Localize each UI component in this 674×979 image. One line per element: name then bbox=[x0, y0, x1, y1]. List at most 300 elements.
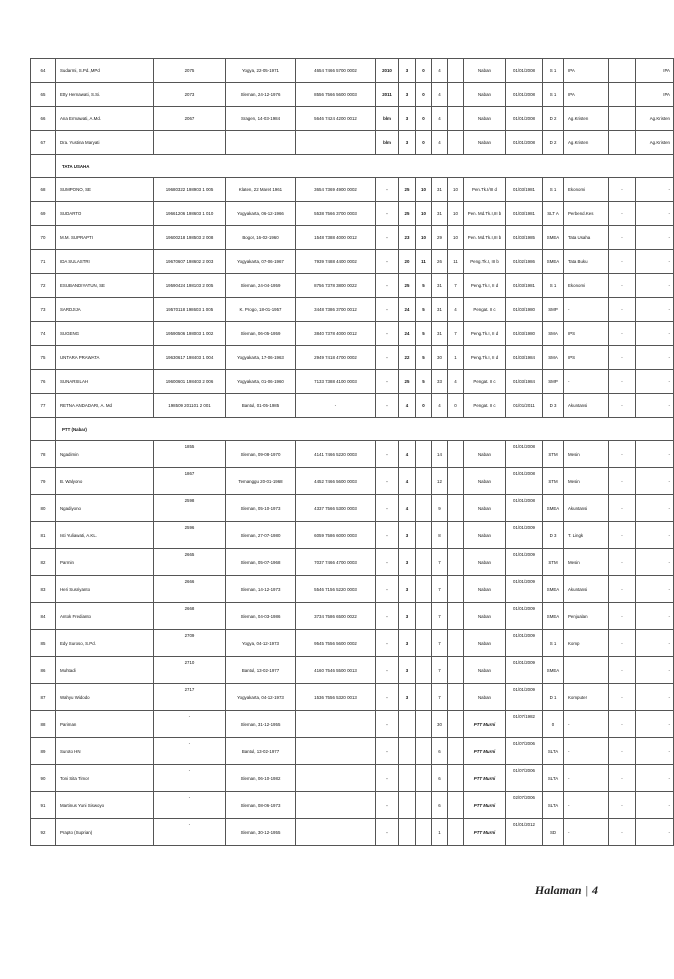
cell-tmt: 01/03/1984 bbox=[506, 346, 543, 370]
cell-d1: 3 bbox=[399, 522, 416, 549]
cell-nip: 6059 7586 6000 0003 bbox=[296, 522, 376, 549]
cell-nama: IDA SULASTRI bbox=[56, 250, 154, 274]
cell-d2: 0 bbox=[416, 83, 432, 107]
cell-nama: Ana Ermawati, A.Md. bbox=[56, 107, 154, 131]
cell-tmt: 01/01/2009 bbox=[506, 549, 543, 576]
cell-ttl: Yogyakarta, 06-12-1966 bbox=[226, 202, 296, 226]
cell-c3: 2598 bbox=[154, 495, 226, 522]
cell-stat: PTT Murni bbox=[464, 711, 506, 738]
cell-nip: 5646 7424 4200 0012 bbox=[296, 107, 376, 131]
cell-d1: 23 bbox=[399, 226, 416, 250]
section-title: TATA USAHA bbox=[56, 155, 674, 178]
cell-ket: - bbox=[636, 738, 674, 765]
cell-nip: 1536 7556 5320 0013 bbox=[296, 684, 376, 711]
cell-d1 bbox=[399, 765, 416, 792]
cell-nama: Isti Yuliawati, A.KL. bbox=[56, 522, 154, 549]
cell-mapel: - bbox=[609, 495, 636, 522]
cell-c3: - bbox=[154, 765, 226, 792]
cell-no: 76 bbox=[31, 370, 56, 394]
cell-ttl: Sleman, 06-10-1982 bbox=[226, 765, 296, 792]
cell-d3: 30 bbox=[432, 346, 448, 370]
cell-nama: SUNARSILAH bbox=[56, 370, 154, 394]
cell-tmt: 01/03/1980 bbox=[506, 298, 543, 322]
cell-mapel: - bbox=[609, 657, 636, 684]
table-row bbox=[31, 59, 674, 83]
cell-jur: Akuntansi bbox=[564, 495, 609, 522]
cell-d4 bbox=[448, 657, 464, 684]
cell-d1 bbox=[399, 819, 416, 846]
cell-pend: S 1 bbox=[543, 274, 564, 298]
cell-d2 bbox=[416, 792, 432, 819]
table-row bbox=[31, 83, 674, 107]
cell-ta: - bbox=[376, 250, 399, 274]
cell-tmt: 01/03/1981 bbox=[506, 274, 543, 298]
cell-d3: 31 bbox=[432, 202, 448, 226]
cell-d4 bbox=[448, 131, 464, 155]
cell-ket: - bbox=[636, 684, 674, 711]
cell-d2: 0 bbox=[416, 59, 432, 83]
cell-nama: Parmin bbox=[56, 549, 154, 576]
cell-nip: 3654 7369 4900 0002 bbox=[296, 178, 376, 202]
cell-d1: 20 bbox=[399, 250, 416, 274]
cell-jur: - bbox=[564, 711, 609, 738]
cell-no: 84 bbox=[31, 603, 56, 630]
page-footer bbox=[535, 883, 598, 898]
table-row bbox=[31, 226, 674, 250]
cell-tmt: 01/01/2012 bbox=[506, 819, 543, 846]
cell-ttl: K. Progo, 18-01-1957 bbox=[226, 298, 296, 322]
cell-nama: Antok Fredianto bbox=[56, 603, 154, 630]
cell-mapel: - bbox=[609, 226, 636, 250]
cell-c3: - bbox=[154, 792, 226, 819]
cell-d4 bbox=[448, 549, 464, 576]
cell-d2 bbox=[416, 576, 432, 603]
cell-no: 69 bbox=[31, 202, 56, 226]
cell-ttl bbox=[226, 131, 296, 155]
cell-d2 bbox=[416, 468, 432, 495]
cell-c3: - bbox=[154, 738, 226, 765]
cell-ttl: Yogya, 22-05-1971 bbox=[226, 59, 296, 83]
cell-jur: Mesin bbox=[564, 441, 609, 468]
cell-ket: - bbox=[636, 250, 674, 274]
cell-ttl: Sleman, 04-03-1986 bbox=[226, 603, 296, 630]
cell-c3: 2075 bbox=[154, 59, 226, 83]
cell-tmt: 01/07/1982 bbox=[506, 711, 543, 738]
cell-pend: SLTA bbox=[543, 792, 564, 819]
cell-d1: 25 bbox=[399, 274, 416, 298]
cell-tmt: 01/01/2009 bbox=[506, 603, 543, 630]
cell-stat: Pengat. II c bbox=[464, 394, 506, 418]
cell-pend: S 1 bbox=[543, 178, 564, 202]
cell-mapel: - bbox=[609, 346, 636, 370]
cell-tmt: 01/01/2008 bbox=[506, 83, 543, 107]
cell-stat: Peng.Tk.I, II d bbox=[464, 346, 506, 370]
table-row bbox=[31, 792, 674, 819]
cell-pend: STM bbox=[543, 441, 564, 468]
cell-ket: IPA bbox=[636, 83, 674, 107]
cell-tmt: 01/01/2008 bbox=[506, 468, 543, 495]
cell-jur bbox=[564, 657, 609, 684]
cell-pend: SMEA bbox=[543, 226, 564, 250]
cell-c3: 1855 bbox=[154, 441, 226, 468]
cell-ket: Ag.Kristen bbox=[636, 107, 674, 131]
cell-nama: Martinus Yuni Siswoyo bbox=[56, 792, 154, 819]
cell-d2: 0 bbox=[416, 131, 432, 155]
cell-d4: 1 bbox=[448, 346, 464, 370]
cell-d4 bbox=[448, 522, 464, 549]
cell-no: 73 bbox=[31, 298, 56, 322]
cell-c3: 2717 bbox=[154, 684, 226, 711]
cell-mapel: - bbox=[609, 274, 636, 298]
cell-d3: 6 bbox=[432, 765, 448, 792]
cell-ta: - bbox=[376, 298, 399, 322]
cell-ta: - bbox=[376, 322, 399, 346]
cell-d2 bbox=[416, 441, 432, 468]
cell-mapel: - bbox=[609, 549, 636, 576]
cell-d1: 3 bbox=[399, 576, 416, 603]
cell-d1 bbox=[399, 711, 416, 738]
cell-tmt: 01/07/2006 bbox=[506, 738, 543, 765]
section-header-blank bbox=[31, 155, 56, 178]
cell-mapel: - bbox=[609, 576, 636, 603]
cell-mapel: - bbox=[609, 792, 636, 819]
cell-nip: 3734 7586 6500 0022 bbox=[296, 603, 376, 630]
cell-tmt: 01/01/2009 bbox=[506, 684, 543, 711]
table-row bbox=[31, 250, 674, 274]
table-row bbox=[31, 549, 674, 576]
cell-jur: Mesin bbox=[564, 549, 609, 576]
cell-c3: 2067 bbox=[154, 107, 226, 131]
cell-mapel: - bbox=[609, 298, 636, 322]
cell-mapel: - bbox=[609, 202, 636, 226]
cell-ket: - bbox=[636, 711, 674, 738]
cell-pend: D 1 bbox=[543, 684, 564, 711]
cell-ta: - bbox=[376, 522, 399, 549]
cell-nama: B. Walyono bbox=[56, 468, 154, 495]
cell-d4 bbox=[448, 83, 464, 107]
cell-stat: Pen.Tk.I/III d bbox=[464, 178, 506, 202]
cell-mapel: - bbox=[609, 394, 636, 418]
cell-c3: 19661206 198603 1 010 bbox=[154, 202, 226, 226]
cell-ttl: Yogyakarta, 04-12-1973 bbox=[226, 684, 296, 711]
table-row bbox=[31, 346, 674, 370]
cell-jur: - bbox=[564, 765, 609, 792]
cell-d4: 11 bbox=[448, 250, 464, 274]
cell-jur: Akuntansi bbox=[564, 576, 609, 603]
cell-nip: 4337 7566 5300 0003 bbox=[296, 495, 376, 522]
cell-ket: - bbox=[636, 630, 674, 657]
cell-d3: 6 bbox=[432, 792, 448, 819]
cell-d1: 4 bbox=[399, 441, 416, 468]
cell-no: 83 bbox=[31, 576, 56, 603]
cell-nip bbox=[296, 792, 376, 819]
cell-c3: 19680322 198903 1 005 bbox=[154, 178, 226, 202]
table-row bbox=[31, 107, 674, 131]
cell-mapel: - bbox=[609, 522, 636, 549]
cell-d2 bbox=[416, 657, 432, 684]
cell-stat: Naban bbox=[464, 131, 506, 155]
cell-d3: 4 bbox=[432, 131, 448, 155]
cell-d4 bbox=[448, 819, 464, 846]
cell-ket: - bbox=[636, 394, 674, 418]
cell-d3: 7 bbox=[432, 576, 448, 603]
cell-c3: 19570118 198603 1 005 bbox=[154, 298, 226, 322]
cell-nip: - bbox=[296, 394, 376, 418]
cell-d4: 10 bbox=[448, 202, 464, 226]
cell-mapel: - bbox=[609, 370, 636, 394]
section-header-row bbox=[31, 418, 674, 441]
cell-d1: 22 bbox=[399, 346, 416, 370]
table-row bbox=[31, 684, 674, 711]
cell-ttl: Bantul, 01-05-1985 bbox=[226, 394, 296, 418]
cell-no: 85 bbox=[31, 630, 56, 657]
cell-no: 89 bbox=[31, 738, 56, 765]
cell-d4 bbox=[448, 603, 464, 630]
table-row bbox=[31, 322, 674, 346]
cell-ket: - bbox=[636, 819, 674, 846]
cell-ta: 2011 bbox=[376, 83, 399, 107]
cell-nama: SUDARTO bbox=[56, 202, 154, 226]
cell-pend: S 1 bbox=[543, 630, 564, 657]
cell-stat: Naban bbox=[464, 657, 506, 684]
cell-nama: Suroto HN bbox=[56, 738, 154, 765]
cell-mapel: - bbox=[609, 819, 636, 846]
cell-jur: Komp bbox=[564, 630, 609, 657]
cell-stat: Naban bbox=[464, 522, 506, 549]
cell-d1: 3 bbox=[399, 684, 416, 711]
cell-d2: 0 bbox=[416, 394, 432, 418]
cell-d3: 31 bbox=[432, 274, 448, 298]
cell-nip: 7133 7388 4100 0003 bbox=[296, 370, 376, 394]
cell-pend: 0 bbox=[543, 711, 564, 738]
cell-c3: 2709 bbox=[154, 630, 226, 657]
cell-d3: 7 bbox=[432, 603, 448, 630]
cell-mapel: - bbox=[609, 765, 636, 792]
cell-ttl: Sleman, 08-06-1973 bbox=[226, 792, 296, 819]
cell-d3: 6 bbox=[432, 738, 448, 765]
cell-mapel: - bbox=[609, 250, 636, 274]
cell-no: 92 bbox=[31, 819, 56, 846]
table-row bbox=[31, 202, 674, 226]
cell-stat: Naban bbox=[464, 59, 506, 83]
cell-c3: 19590506 198003 1 002 bbox=[154, 322, 226, 346]
cell-ket: - bbox=[636, 522, 674, 549]
cell-ta: - bbox=[376, 226, 399, 250]
cell-d1: 25 bbox=[399, 370, 416, 394]
cell-jur: Ag.Kristen bbox=[564, 131, 609, 155]
cell-ta: - bbox=[376, 657, 399, 684]
cell-tmt: 01/03/1980 bbox=[506, 322, 543, 346]
cell-pend: SMEA bbox=[543, 603, 564, 630]
cell-jur: - bbox=[564, 792, 609, 819]
cell-d3: 4 bbox=[432, 59, 448, 83]
cell-d4 bbox=[448, 684, 464, 711]
cell-nip bbox=[296, 738, 376, 765]
cell-jur: Penjualan bbox=[564, 603, 609, 630]
cell-no: 65 bbox=[31, 83, 56, 107]
table-row bbox=[31, 274, 674, 298]
cell-tmt: 01/03/1984 bbox=[506, 370, 543, 394]
cell-d4 bbox=[448, 792, 464, 819]
cell-nip: 4452 7466 5600 0003 bbox=[296, 468, 376, 495]
cell-stat: Naban bbox=[464, 441, 506, 468]
cell-d3: 31 bbox=[432, 322, 448, 346]
cell-ttl: Bantul, 13-02-1977 bbox=[226, 738, 296, 765]
cell-d3: 8 bbox=[432, 522, 448, 549]
cell-stat: Peng.Tk.I, III b bbox=[464, 250, 506, 274]
cell-ket: - bbox=[636, 765, 674, 792]
cell-nama: Heri Susriyanto bbox=[56, 576, 154, 603]
cell-nama: UNTARA PRAWATA bbox=[56, 346, 154, 370]
cell-ttl: Bogor, 16-02-1960 bbox=[226, 226, 296, 250]
cell-ta: - bbox=[376, 792, 399, 819]
cell-jur: Mesin bbox=[564, 468, 609, 495]
cell-no: 87 bbox=[31, 684, 56, 711]
cell-nip bbox=[296, 765, 376, 792]
cell-stat: Naban bbox=[464, 107, 506, 131]
cell-ket: - bbox=[636, 202, 674, 226]
cell-pend: D 2 bbox=[543, 131, 564, 155]
cell-jur: - bbox=[564, 370, 609, 394]
cell-d3: 31 bbox=[432, 298, 448, 322]
cell-ket: - bbox=[636, 495, 674, 522]
cell-d2: 0 bbox=[416, 107, 432, 131]
cell-d3: 7 bbox=[432, 630, 448, 657]
cell-d4: 0 bbox=[448, 394, 464, 418]
cell-d1: 4 bbox=[399, 468, 416, 495]
section-header-row bbox=[31, 155, 674, 178]
cell-stat: PTT Murni bbox=[464, 792, 506, 819]
cell-jur: - bbox=[564, 738, 609, 765]
cell-nip: 7037 7466 4700 0003 bbox=[296, 549, 376, 576]
cell-nip: 5546 7156 5220 0003 bbox=[296, 576, 376, 603]
cell-ta: - bbox=[376, 394, 399, 418]
cell-ket: - bbox=[636, 792, 674, 819]
cell-ttl: Sleman, 27-07-1980 bbox=[226, 522, 296, 549]
cell-tmt: 01/01/2008 bbox=[506, 59, 543, 83]
cell-nama: Sudarmi, S.Pd.,MPd bbox=[56, 59, 154, 83]
page-number: 4 bbox=[592, 883, 598, 897]
cell-nama: SUGENG bbox=[56, 322, 154, 346]
cell-jur: Ekonomi bbox=[564, 178, 609, 202]
cell-pend: STM bbox=[543, 549, 564, 576]
cell-d2 bbox=[416, 684, 432, 711]
cell-d2: 5 bbox=[416, 274, 432, 298]
cell-jur: Ekonomi bbox=[564, 274, 609, 298]
cell-d3: 7 bbox=[432, 549, 448, 576]
cell-d2 bbox=[416, 711, 432, 738]
cell-ta: - bbox=[376, 346, 399, 370]
cell-ta: - bbox=[376, 274, 399, 298]
cell-d3: 4 bbox=[432, 394, 448, 418]
cell-mapel: - bbox=[609, 468, 636, 495]
cell-nama: Prapto (Suprian) bbox=[56, 819, 154, 846]
cell-d3: 12 bbox=[432, 468, 448, 495]
cell-ket: - bbox=[636, 549, 674, 576]
cell-stat: Naban bbox=[464, 549, 506, 576]
cell-ta: - bbox=[376, 202, 399, 226]
cell-pend: SMEA bbox=[543, 250, 564, 274]
cell-d3: 29 bbox=[432, 226, 448, 250]
cell-tmt: 01/01/2009 bbox=[506, 522, 543, 549]
cell-no: 78 bbox=[31, 441, 56, 468]
cell-ta: - bbox=[376, 576, 399, 603]
cell-jur: T. Lingk bbox=[564, 522, 609, 549]
cell-ta: - bbox=[376, 765, 399, 792]
cell-no: 77 bbox=[31, 394, 56, 418]
cell-ket: - bbox=[636, 322, 674, 346]
cell-d4: 7 bbox=[448, 274, 464, 298]
cell-no: 90 bbox=[31, 765, 56, 792]
cell-d2: 10 bbox=[416, 178, 432, 202]
cell-d3: 26 bbox=[432, 250, 448, 274]
cell-pend: SMP bbox=[543, 298, 564, 322]
cell-tmt: 01/07/2006 bbox=[506, 765, 543, 792]
cell-no: 70 bbox=[31, 226, 56, 250]
cell-nama: Muhtadi bbox=[56, 657, 154, 684]
cell-tmt: 02/07/2006 bbox=[506, 792, 543, 819]
footer-separator: | bbox=[585, 883, 588, 897]
cell-stat: Naban bbox=[464, 468, 506, 495]
cell-c3: - bbox=[154, 711, 226, 738]
cell-nama: M.M. SUPRAPTI bbox=[56, 226, 154, 250]
cell-ttl: Klaten, 22 Maret 1961 bbox=[226, 178, 296, 202]
cell-nip: 9545 7556 5600 0002 bbox=[296, 630, 376, 657]
cell-ta: - bbox=[376, 711, 399, 738]
cell-pend: SMEA bbox=[543, 576, 564, 603]
cell-d1: 25 bbox=[399, 178, 416, 202]
cell-tmt: 01/01/2008 bbox=[506, 107, 543, 131]
cell-d2 bbox=[416, 738, 432, 765]
cell-d1: 3 bbox=[399, 549, 416, 576]
cell-c3: 1867 bbox=[154, 468, 226, 495]
cell-mapel: - bbox=[609, 441, 636, 468]
cell-ta: - bbox=[376, 549, 399, 576]
cell-d4 bbox=[448, 711, 464, 738]
cell-stat: Naban bbox=[464, 576, 506, 603]
cell-ttl: Sleman, 14-12-1973 bbox=[226, 576, 296, 603]
cell-d4 bbox=[448, 107, 464, 131]
cell-nama: Pariman bbox=[56, 711, 154, 738]
cell-pend: D 3 bbox=[543, 394, 564, 418]
cell-d2: 10 bbox=[416, 202, 432, 226]
cell-nip: 3448 7386 3700 0012 bbox=[296, 298, 376, 322]
cell-nama: Wahyu Widodo bbox=[56, 684, 154, 711]
cell-d2 bbox=[416, 765, 432, 792]
cell-d2: 5 bbox=[416, 322, 432, 346]
cell-ta: - bbox=[376, 370, 399, 394]
cell-ttl: Sleman, 24-04-1959 bbox=[226, 274, 296, 298]
cell-mapel bbox=[609, 83, 636, 107]
cell-c3: 19670607 198602 2 003 bbox=[154, 250, 226, 274]
cell-d1 bbox=[399, 792, 416, 819]
cell-d3: 14 bbox=[432, 441, 448, 468]
cell-nip: 4654 7466 5700 0002 bbox=[296, 59, 376, 83]
cell-d1: 3 bbox=[399, 83, 416, 107]
cell-ket: IPA bbox=[636, 59, 674, 83]
cell-tmt: 01/01/2009 bbox=[506, 576, 543, 603]
cell-no: 64 bbox=[31, 59, 56, 83]
cell-ket: - bbox=[636, 603, 674, 630]
cell-d4 bbox=[448, 441, 464, 468]
cell-tmt: 01/01/2009 bbox=[506, 657, 543, 684]
cell-ket: - bbox=[636, 178, 674, 202]
cell-nama: RETNA ANDADARI, A. Md bbox=[56, 394, 154, 418]
cell-d3: 31 bbox=[432, 178, 448, 202]
cell-c3: 2073 bbox=[154, 83, 226, 107]
cell-stat: Naban bbox=[464, 630, 506, 657]
cell-ket: - bbox=[636, 298, 674, 322]
